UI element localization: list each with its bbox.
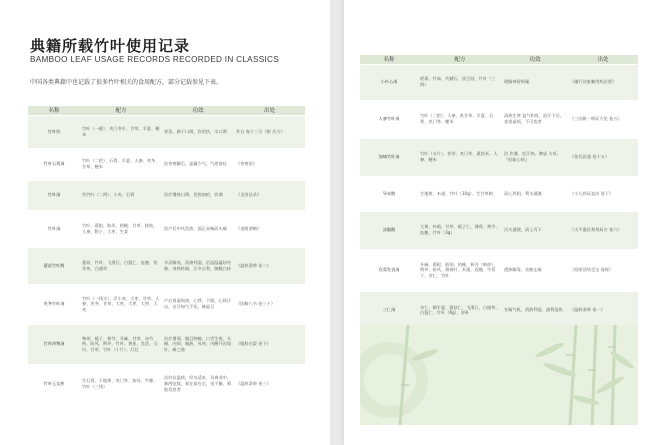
cell-source: 《小儿药证直诀 卷下》 <box>568 176 638 211</box>
table-row <box>360 249 638 291</box>
cell-name: 竹叶四物汤 <box>28 324 80 364</box>
cell-effect: 清心养阴，利水通淋 <box>502 176 568 211</box>
cell-recipe: 大黄、朴硝、甘草、栀子仁、薄荷、黄芩、连翘、竹叶（3g） <box>418 211 502 249</box>
table-header-row <box>360 55 638 64</box>
cell-name: 竹叶石膏汤 <box>28 148 80 180</box>
cell-source: 《温病条辨 卷二》 <box>234 247 305 284</box>
column-header-source: 出处 <box>568 55 638 64</box>
column-header-name: 名称 <box>28 106 80 115</box>
table-row <box>28 115 305 148</box>
table-row <box>360 138 638 176</box>
cell-source: 《痘疹活幼至宝 卷终》 <box>568 249 638 291</box>
right-usage-table <box>360 55 638 329</box>
left-usage-table <box>28 106 305 403</box>
cell-recipe: 生石膏、干地黄、麦门冬、知母、牛膝、竹叶（三钱） <box>80 364 162 403</box>
cell-name: 小补心汤 <box>360 64 418 100</box>
table-row <box>28 148 305 180</box>
cell-effect: 治疗暑热口渴，发热如疸，饮调 <box>162 180 234 210</box>
cell-effect: 清热生津 益气和胃，治汗下后，表里虚烦，不可攻者 <box>502 100 568 138</box>
cell-source: 《医略六书 卷三十》 <box>234 284 305 324</box>
cell-recipe: 竹叶（五片）、茯苓、麦门冬、薏苡米、人参、粳米 <box>418 138 502 176</box>
cell-source: 《温病条辨 卷一》 <box>568 291 638 329</box>
cell-name: 竹叶饮 <box>28 115 80 148</box>
cell-recipe: 薏苡、竹叶、飞滑石、白蔻仁、连翘、茯苓块、白通草 <box>80 247 162 284</box>
cell-effect: 透疹解毒，宣肺止咳 <box>502 249 568 291</box>
table-row <box>28 247 305 284</box>
cell-effect: 泻火通便，清上泻下 <box>502 211 568 249</box>
table-row <box>28 324 305 364</box>
cell-effect: 辛凉解表，淡渗利湿，治湿温蕴结经脉，身热疼痛，汗多自利，胸腹白疹 <box>162 247 234 284</box>
cell-recipe: 竹叶、葛根、防风、桔梗、甘草、桂枝、人参、附子、大枣、生姜 <box>80 210 162 247</box>
cell-recipe: 栝蒌、竹茹、代赭石、淡豆豉、竹叶（三两） <box>418 64 502 100</box>
cell-source: 外台 卷十三引《崔 氏方》 <box>234 115 305 148</box>
column-header-recipe: 配方 <box>80 106 162 115</box>
cell-effect: 治产后中风发热，面正赤喘而头痛 <box>162 210 234 247</box>
cell-source: 《圣济总录》 <box>234 180 305 210</box>
bamboo-illustration-svg <box>360 325 638 425</box>
cell-recipe: 竹叶（一钱半）、浮小麦、大枣、甘草、人参、麦冬、甘草、大枣、大枣、大枣、大麦 <box>80 284 162 324</box>
cell-source: 《张氏医通 卷十五》 <box>568 138 638 176</box>
column-header-effect: 功效 <box>502 55 568 64</box>
column-header-name: 名称 <box>360 55 418 64</box>
page-subtitle: BAMBOO LEAF USAGE RECORDS RECORDED IN CLASSICS <box>30 55 280 64</box>
cell-name: 竹叶汤 <box>28 210 80 247</box>
cell-source: 《伤寒论》 <box>234 148 305 180</box>
cell-recipe: 升麻、葛根、前胡、桔梗、枳壳（麸炒）、荆芥、防风、薄荷叶、木通、连翘、牛蒡子、杏仁、竹叶 <box>418 249 502 291</box>
cell-name: 竹叶汤 <box>28 180 80 210</box>
cell-effect: 宣畅气机，清热利湿，通利湿热 <box>502 291 568 329</box>
cell-source: 《太平惠民和剂局方 卷六》 <box>568 211 638 249</box>
cell-name: 凉膈散 <box>360 211 418 249</box>
table-row <box>360 176 638 211</box>
bamboo-illustration <box>360 325 638 425</box>
cell-source: 《金匮要略》 <box>234 210 305 247</box>
cell-name: 加味竹叶汤 <box>360 138 418 176</box>
table-row <box>360 64 638 100</box>
column-header-recipe: 配方 <box>418 55 502 64</box>
cell-effect: 缓解神昏烦燥 <box>502 64 568 100</box>
cell-recipe: 柴胡、栀子、黄芩、升麻、甘草、赤芍药、防风、荆芥、竹叶、黄连、羌活、当归、甘草、竹叶（十片）、灯芯 <box>80 324 162 364</box>
page-title: 典籍所载竹叶使用记录 <box>30 37 191 55</box>
table-row <box>28 284 305 324</box>
column-header-source: 出处 <box>234 106 305 115</box>
cell-name: 三仁汤 <box>360 291 418 329</box>
cell-source: 《辅行诀脏腑用药法要》 <box>568 64 638 100</box>
cell-source: 《眼科启蒙 卷下》 <box>234 324 305 364</box>
cell-recipe: 苦竹叶（二两）、小麦、石膏 <box>80 180 162 210</box>
cell-name: 竹叶玉女煎 <box>28 364 80 403</box>
cell-name: 麦冬竹叶汤 <box>28 284 80 324</box>
column-header-effect: 功效 <box>162 106 234 115</box>
cell-source: 《温病条辨 卷三》 <box>234 364 305 403</box>
cell-effect: 治妇女温病，经水适来，耳聋非中，脉两弦数，邪在前在后，里不解，邪陷发痉者 <box>162 364 234 403</box>
table-row <box>28 210 305 247</box>
cell-name: 薏苡竹叶散 <box>28 247 80 284</box>
cell-recipe: 生地黄、木通、竹叶（10g）、生甘草梢 <box>418 176 502 211</box>
cell-effect: 治 伤暑、吐汗热、脾虚 火旺，『妊娠心烦』 <box>502 138 568 176</box>
cell-recipe: 竹叶（二把）、石膏、半夏、人参、麦冬、甘草、粳米 <box>80 148 162 180</box>
cell-name: 人参竹叶汤 <box>360 100 418 138</box>
table-header-row <box>28 106 305 115</box>
table-row <box>360 211 638 249</box>
cell-recipe: 竹叶（一握）、麦门冬半、甘草、半夏、粳米 <box>80 115 162 148</box>
cell-source: 《三因极一病证方论 卷五》 <box>568 100 638 138</box>
cell-name: 导赤散 <box>360 176 418 211</box>
cell-effect: 产后胃虚烦热，心悸，不眠，心烦汗出，自汗知气不佳，脉虚目 <box>162 284 234 324</box>
table-row <box>28 180 305 210</box>
cell-effect: 治疗暑邪，眼目肿痛、口舌生疮，头痛，内烦，眼热，风痒，内酸开窍如针，痛之脸 <box>162 324 234 364</box>
cell-name: 宣毒发表汤 <box>360 249 418 291</box>
intro-text: 中国各类典籍中也记载了很多竹叶相关的食用配方，部分记载参见下表。 <box>30 79 223 86</box>
cell-recipe: 杏仁、制半夏、薏苡仁、飞滑石、白通草、白蔻仁、竹叶（6g）、厚朴 <box>418 291 502 329</box>
table-row <box>360 100 638 138</box>
table-row <box>28 364 305 403</box>
cell-effect: 骨蒸，肺干口渴，饮用饮，水口渴 <box>162 115 234 148</box>
cell-recipe: 竹叶（二把）、人参、炙甘草、半夏、石膏、麦门冬、粳米 <box>418 100 502 138</box>
table-row <box>360 291 638 329</box>
cell-effect: 治伤寒解后，虚赢少气，气逆欲吐 <box>162 148 234 180</box>
